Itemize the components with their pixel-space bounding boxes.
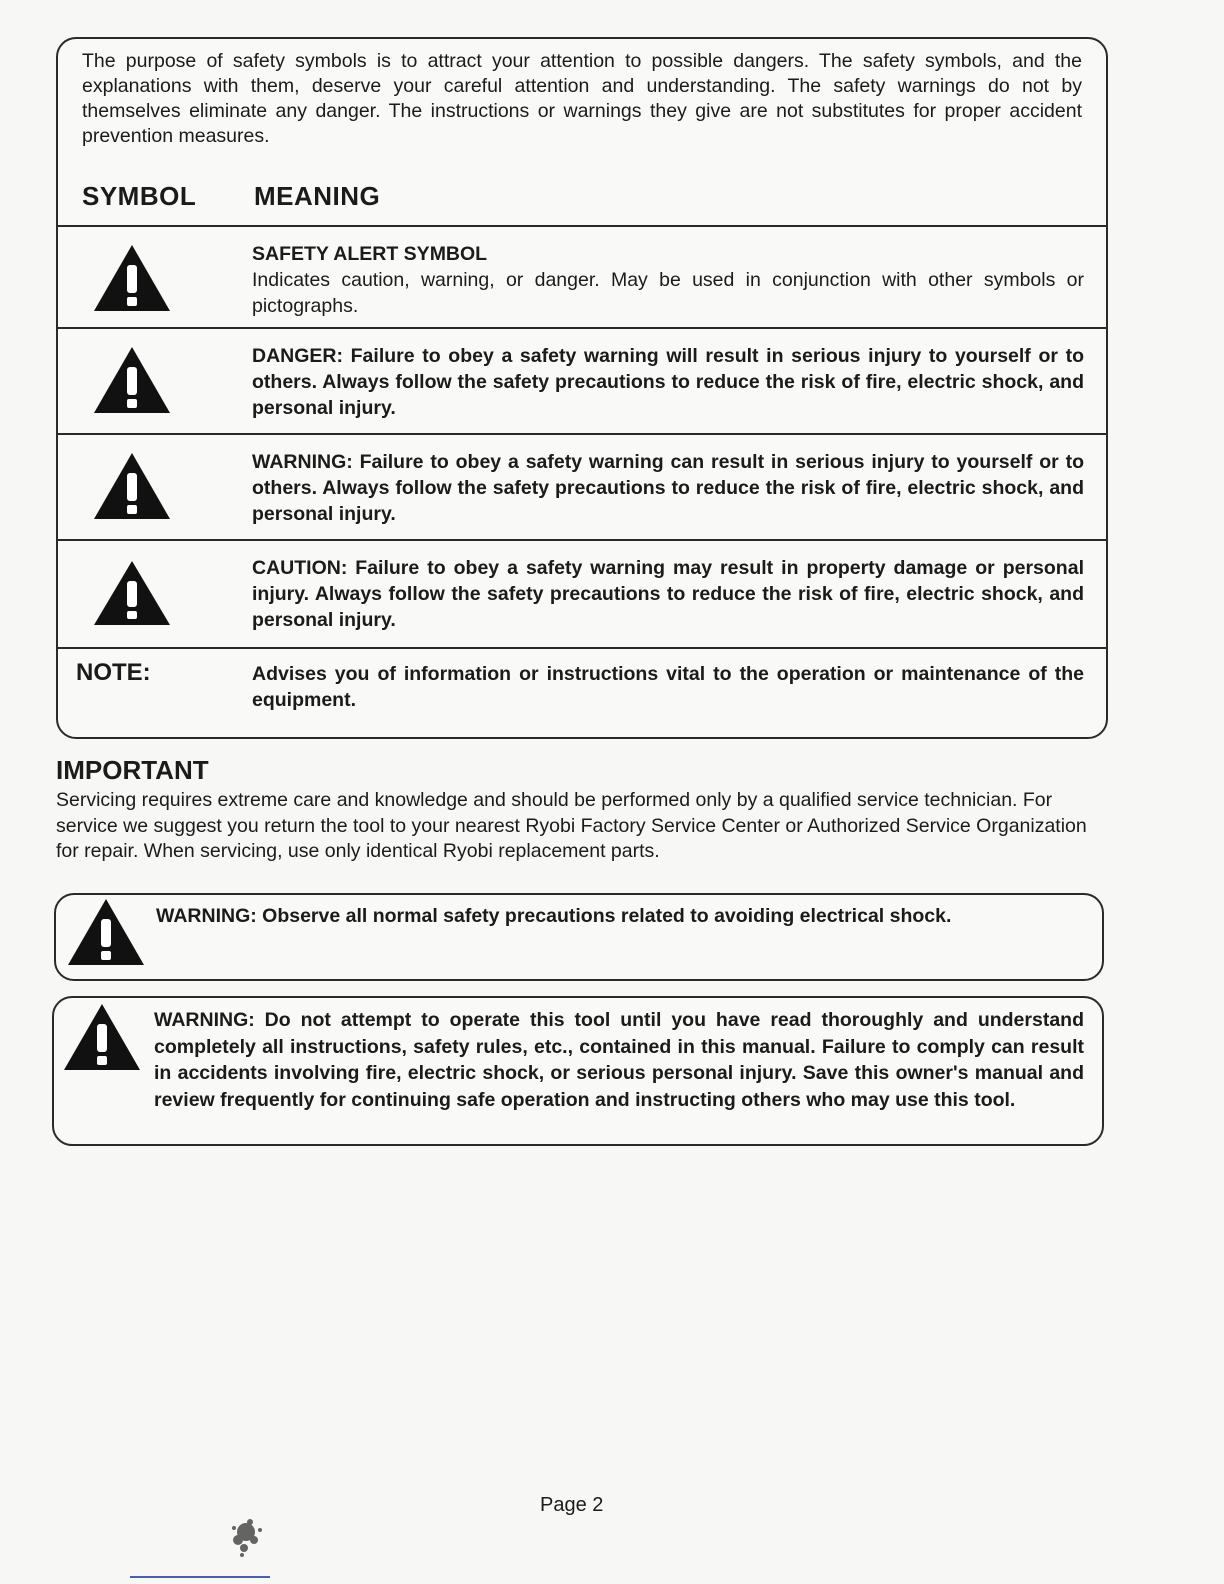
warning-triangle-icon <box>66 897 146 967</box>
note-meaning: Advises you of information or instructions vital to the operation or maintenance of the equipment. <box>252 663 1084 711</box>
warning-triangle-icon <box>92 557 172 627</box>
caution-meaning: CAUTION: Failure to obey a safety warning may result in property damage or personal injury. Always follow the safety precautions to reduce the risk of fire, electric shock, and personal injury. <box>252 557 1084 631</box>
safety-alert-description: Indicates caution, warning, or danger. May be used in conjunction with other symbols or pictographs. <box>252 269 1084 317</box>
read-manual-warning-text: WARNING: Do not attempt to operate this tool until you have read thoroughly and understand completely all instructions, safety rules, etc., contained in this manual. Failure to comply can result in accidents involving fire, electric shock, or serious personal injury. Save this owner's manual and review frequently for continuing safe operation and instructing others who may use this tool. <box>154 1009 1084 1111</box>
safety-alert-meaning <box>252 241 1084 319</box>
symbol-row-safety-alert <box>58 225 1106 329</box>
warning-triangle-icon <box>92 345 172 415</box>
electrical-shock-warning-text: WARNING: Observe all normal safety precautions related to avoiding electrical shock. <box>156 905 952 927</box>
danger-meaning: DANGER: Failure to obey a safety warning will result in serious injury to yourself or to others. Always follow the safety precautions to reduce the risk of fire, electric shock, and personal injury. <box>252 345 1084 419</box>
safety-intro-text: The purpose of safety symbols is to attract your attention to possible dangers. The safety symbols, and the explanations with them, deserve your careful attention and understanding. The safety warnings do not by themselves eliminate any danger. The instructions or warnings they give are not substitutes for proper accident prevention measures. <box>82 50 1082 147</box>
safety-symbols-box <box>56 37 1108 739</box>
safety-alert-title: SAFETY ALERT SYMBOL <box>252 243 488 265</box>
page-number: Page 2 <box>540 1494 604 1516</box>
symbol-row-caution <box>58 539 1106 649</box>
symbol-row-warning <box>58 433 1106 541</box>
warning-triangle-icon <box>62 1002 142 1072</box>
note-label: NOTE: <box>76 659 151 686</box>
meaning-column-header: MEANING <box>254 181 381 211</box>
warning-meaning: WARNING: Failure to obey a safety warning can result in serious injury to yourself or to others. Always follow the safety precautions to reduce the risk of fire, electric shock, and personal injury. <box>252 451 1084 525</box>
important-text: Servicing requires extreme care and knowledge and should be performed only by a qualified service technician. For service we suggest you return the tool to your nearest Ryobi Factory Service Center or Authorized Service Organization for repair. When servicing, use only identical Ryobi replacement parts. <box>56 789 1087 862</box>
warning-triangle-icon <box>92 243 172 313</box>
symbol-row-note <box>58 647 1106 739</box>
read-manual-warning-box <box>52 996 1104 1146</box>
ink-stamp-mark <box>216 1510 276 1560</box>
important-heading: IMPORTANT <box>56 755 209 785</box>
scan-edge-line <box>130 1576 270 1578</box>
symbol-column-header: SYMBOL <box>82 181 197 211</box>
electrical-shock-warning-box <box>54 893 1104 981</box>
warning-triangle-icon <box>92 451 172 521</box>
symbol-row-danger <box>58 327 1106 435</box>
